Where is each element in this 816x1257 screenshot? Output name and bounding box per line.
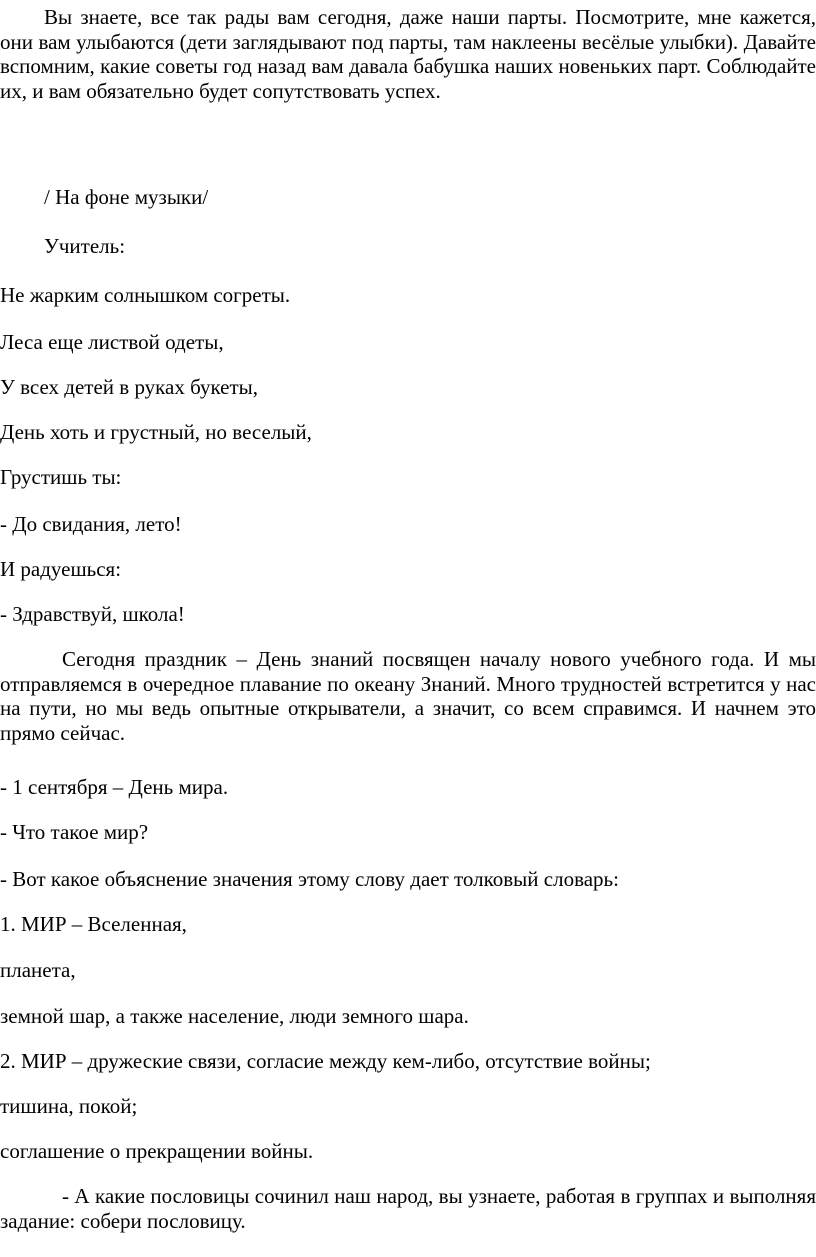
stage-direction-block (0, 185, 816, 210)
poem-line-7-block (0, 557, 816, 582)
holiday-block (0, 647, 816, 745)
intro-paragraph: Вы знаете, все так рады вам сегодня, даже наши парты. Посмотрите, мне кажется, они вам улыбаются (дети заглядывают под парты, там наклеены весёлые улыбки). Давайте вспомним, какие советы год назад вам давала бабушка наших новеньких парт. Соблюдайте их, и вам обязательно будет сопутствовать успех. (0, 5, 816, 103)
poem-line-4-block (0, 420, 816, 445)
poem-line: - Здравствуй, школа! (0, 602, 185, 626)
poem-line: У всех детей в руках букеты, (0, 375, 259, 399)
text-line-4-block (0, 912, 816, 937)
text-line-3-block (0, 867, 816, 892)
poem-line-2-block (0, 330, 816, 355)
stage-direction: / На фоне музыки/ (44, 185, 209, 209)
text-line-2-block (0, 820, 816, 845)
text-line-5-block (0, 958, 816, 983)
poem-line: Леса еще листвой одеты, (0, 330, 224, 354)
text-line: тишина, покой; (0, 1094, 138, 1118)
poem-line-6-block (0, 512, 816, 537)
text-line-8-block (0, 1094, 816, 1119)
text-line-9-block (0, 1139, 816, 1164)
text-line: - 1 сентября – День мира. (0, 775, 229, 799)
text-line: земной шар, а также население, люди земного шара. (0, 1004, 469, 1028)
poem-line-8-block (0, 602, 816, 627)
speaker-label: Учитель: (44, 234, 126, 258)
text-line: соглашение о прекращении войны. (0, 1139, 314, 1163)
speaker-block (0, 234, 816, 259)
poem-line: День хоть и грустный, но веселый, (0, 420, 312, 444)
text-line-7-block (0, 1049, 816, 1074)
poem-line-3-block (0, 375, 816, 400)
holiday-paragraph: Сегодня праздник – День знаний посвящен началу нового учебного года. И мы отправляемся в очередное плавание по океану Знаний. Много трудностей встретится у нас на пути, но мы ведь опытные открыватели, а значит, со всем справимся. И начнем это прямо сейчас. (0, 647, 816, 745)
poem-line-1-block (0, 283, 816, 308)
text-line: 2. МИР – дружеские связи, согласие между кем-либо, отсутствие войны; (0, 1049, 651, 1073)
closing-paragraph: - А какие пословицы сочинил наш народ, вы узнаете, работая в группах и выполняя задание: собери пословицу. (0, 1184, 816, 1233)
poem-line: - До свидания, лето! (0, 512, 182, 536)
poem-line: Грустишь ты: (0, 465, 122, 489)
text-line-6-block (0, 1004, 816, 1029)
poem-line-5-block (0, 465, 816, 490)
text-line: - Что такое мир? (0, 820, 149, 844)
text-line: - Вот какое объяснение значения этому слову дает толковый словарь: (0, 867, 619, 891)
closing-block (0, 1184, 816, 1233)
text-line: планета, (0, 958, 76, 982)
text-line-1-block (0, 775, 816, 800)
intro-block (0, 5, 816, 103)
text-line: 1. МИР – Вселенная, (0, 912, 187, 936)
poem-line: И радуешься: (0, 557, 122, 581)
poem-line: Не жарким солнышком согреты. (0, 283, 291, 307)
